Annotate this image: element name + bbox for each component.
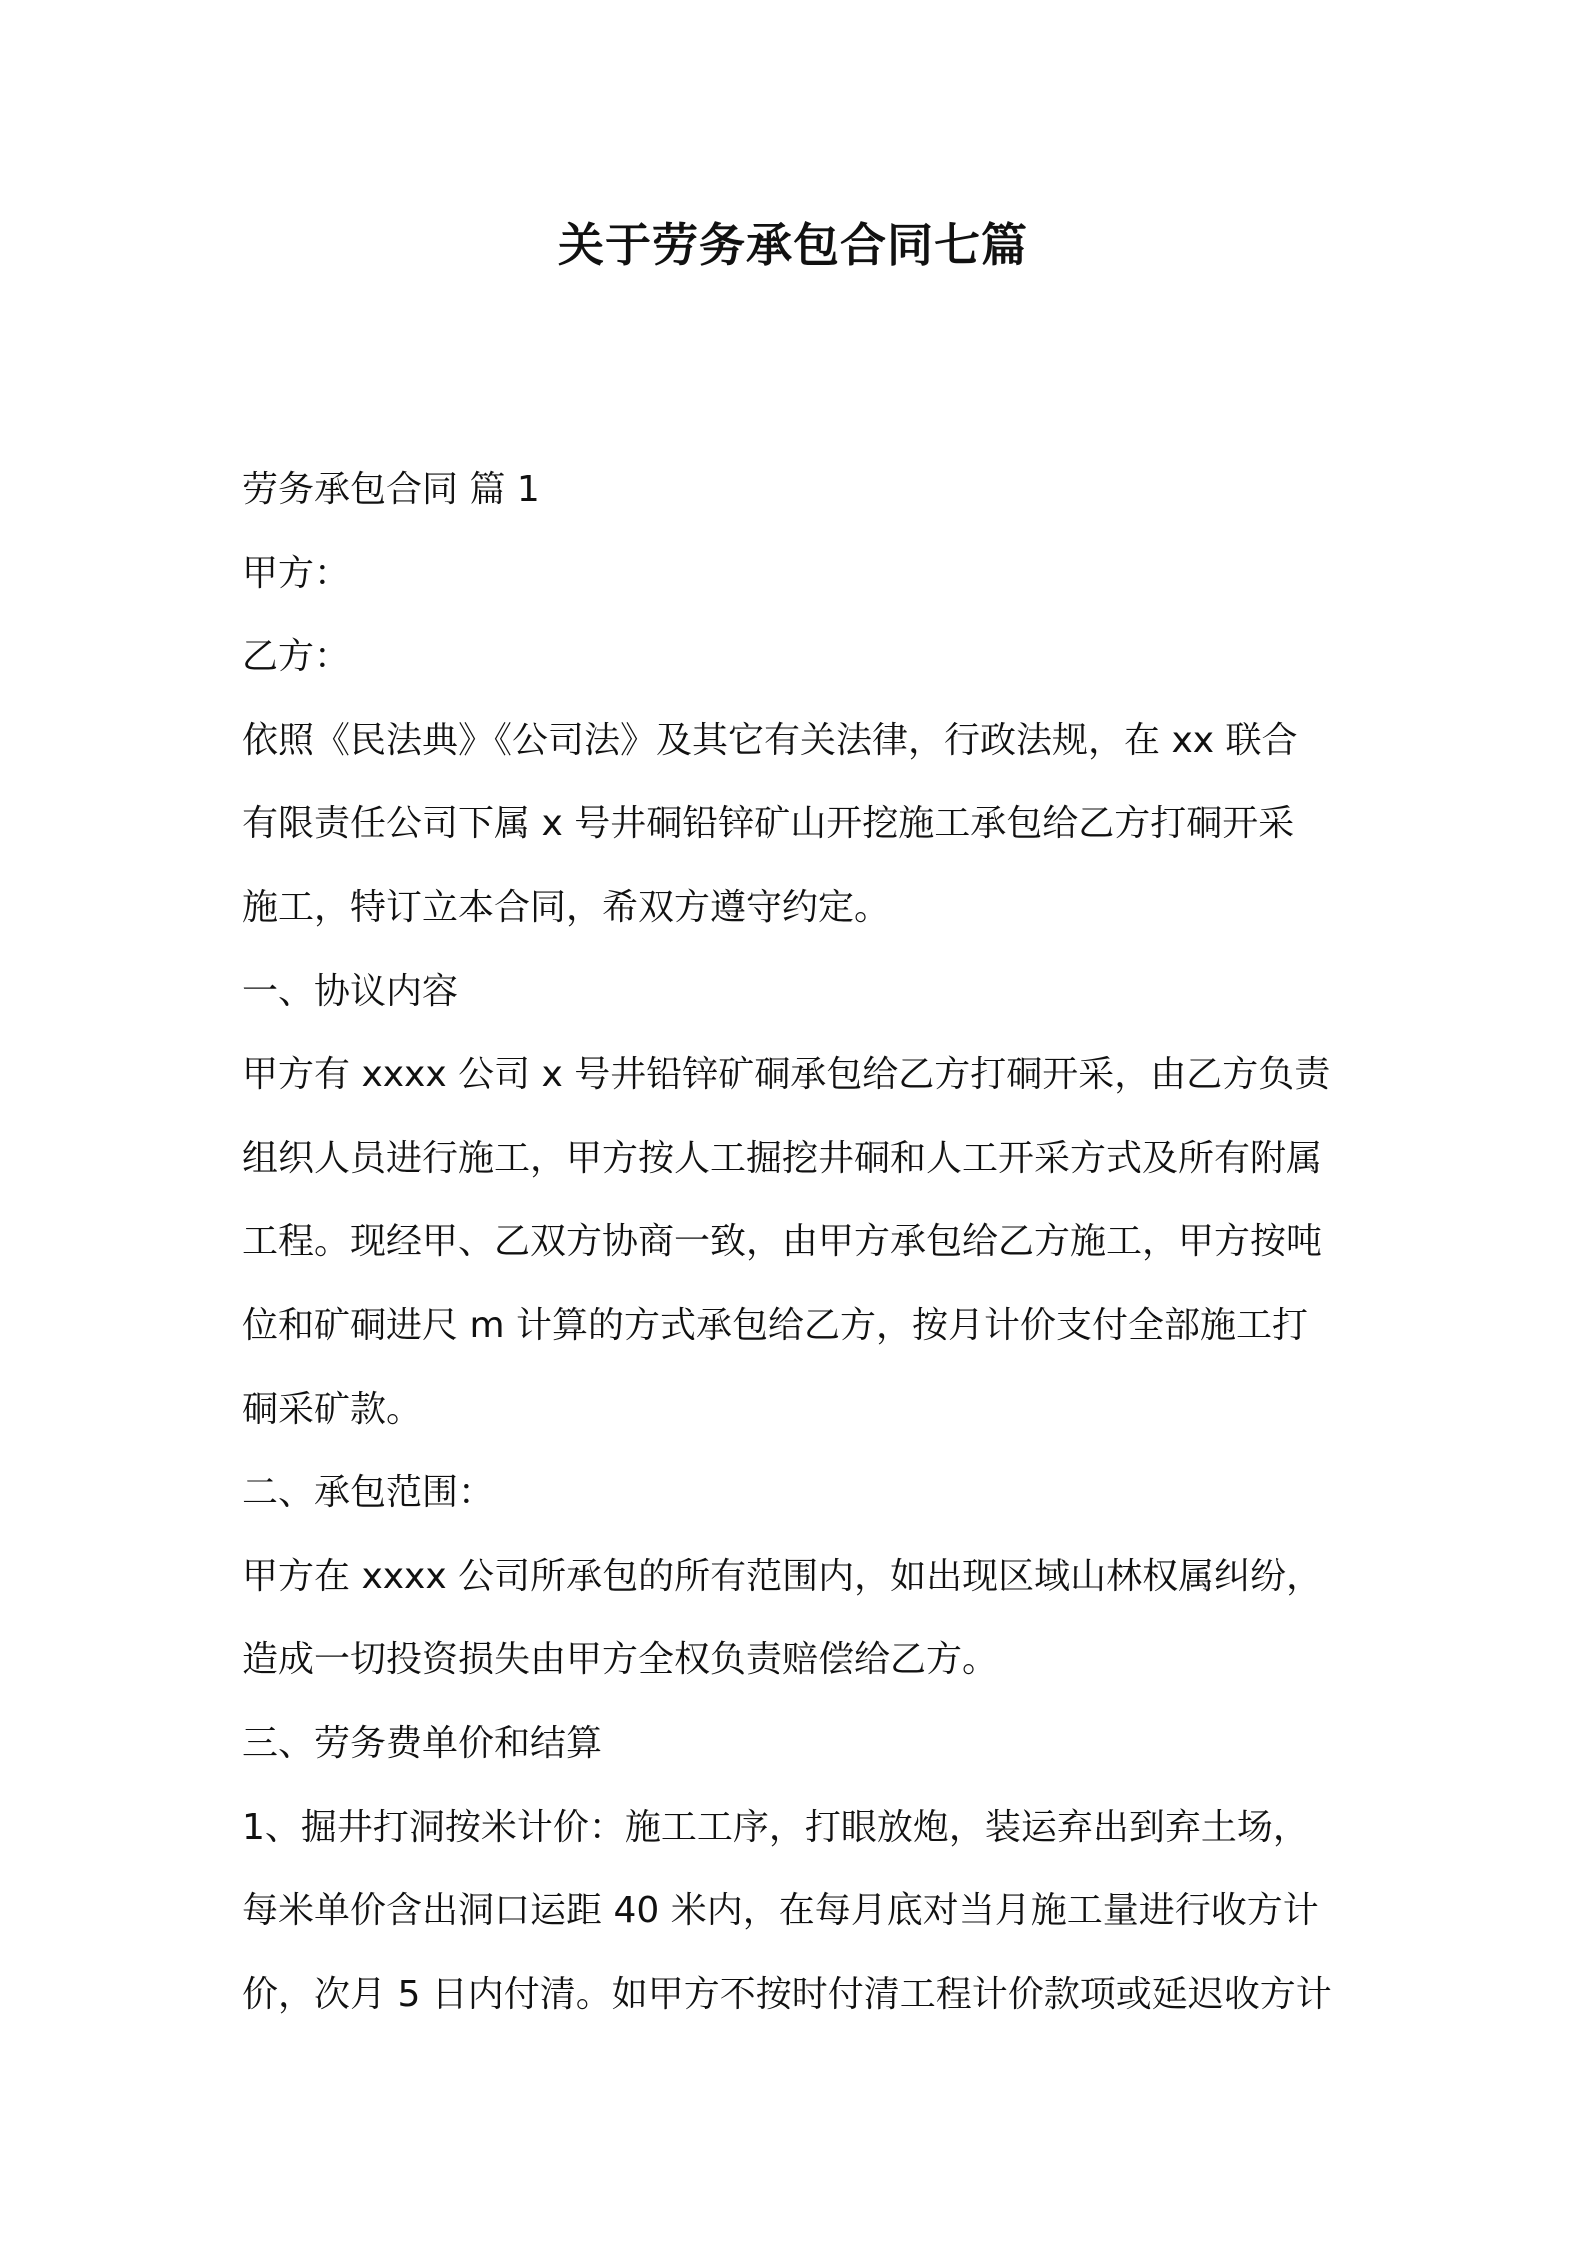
intro-line: 有限责任公司下属 x 号井硐铅锌矿山开挖施工承包给乙方打硐开采 — [242, 803, 1295, 845]
document-title: 关于劳务承包合同七篇 — [558, 218, 1028, 272]
pricing-line: 每米单价含出洞口运距 40 米内，在每月底对当月施工量进行收方计 — [242, 1890, 1319, 1932]
heading-agreement-content: 一、协议内容 — [242, 970, 459, 1012]
party-b-label: 乙方： — [242, 636, 351, 678]
agreement-line: 工程。现经甲、乙双方协商一致，由甲方承包给乙方施工，甲方按吨 — [242, 1221, 1323, 1263]
document-body — [242, 448, 1354, 2036]
pricing-line: 1、掘井打洞按米计价：施工工序，打眼放炮，装运弃出到弃土场， — [242, 1806, 1309, 1848]
scope-line: 造成一切投资损失由甲方全权负责赔偿给乙方。 — [242, 1639, 999, 1681]
agreement-line: 组织人员进行施工，甲方按人工掘挖井硐和人工开采方式及所有附属 — [242, 1137, 1323, 1179]
pricing-line: 价，次月 5 日内付清。如甲方不按时付清工程计价款项或延迟收方计 — [242, 1973, 1332, 2015]
heading-contract-scope: 二、承包范围： — [242, 1472, 495, 1514]
section-heading: 劳务承包合同 篇 1 — [242, 469, 540, 510]
agreement-line: 硐采矿款。 — [242, 1388, 423, 1430]
agreement-line: 位和矿硐进尺 m 计算的方式承包给乙方，按月计价支付全部施工打 — [242, 1304, 1308, 1346]
heading-pricing-settlement: 三、劳务费单价和结算 — [242, 1722, 603, 1764]
scope-line: 甲方在 xxxx 公司所承包的所有范围内，如出现区域山林权属纠纷， — [242, 1555, 1323, 1597]
agreement-line: 甲方有 xxxx 公司 x 号井铅锌矿硐承包给乙方打硐开采，由乙方负责 — [242, 1054, 1331, 1096]
intro-line: 依照《民法典》《公司法》及其它有关法律，行政法规，在 xx 联合 — [242, 719, 1298, 761]
intro-line: 施工，特订立本合同，希双方遵守约定。 — [242, 886, 891, 928]
party-a-label: 甲方： — [242, 552, 351, 594]
